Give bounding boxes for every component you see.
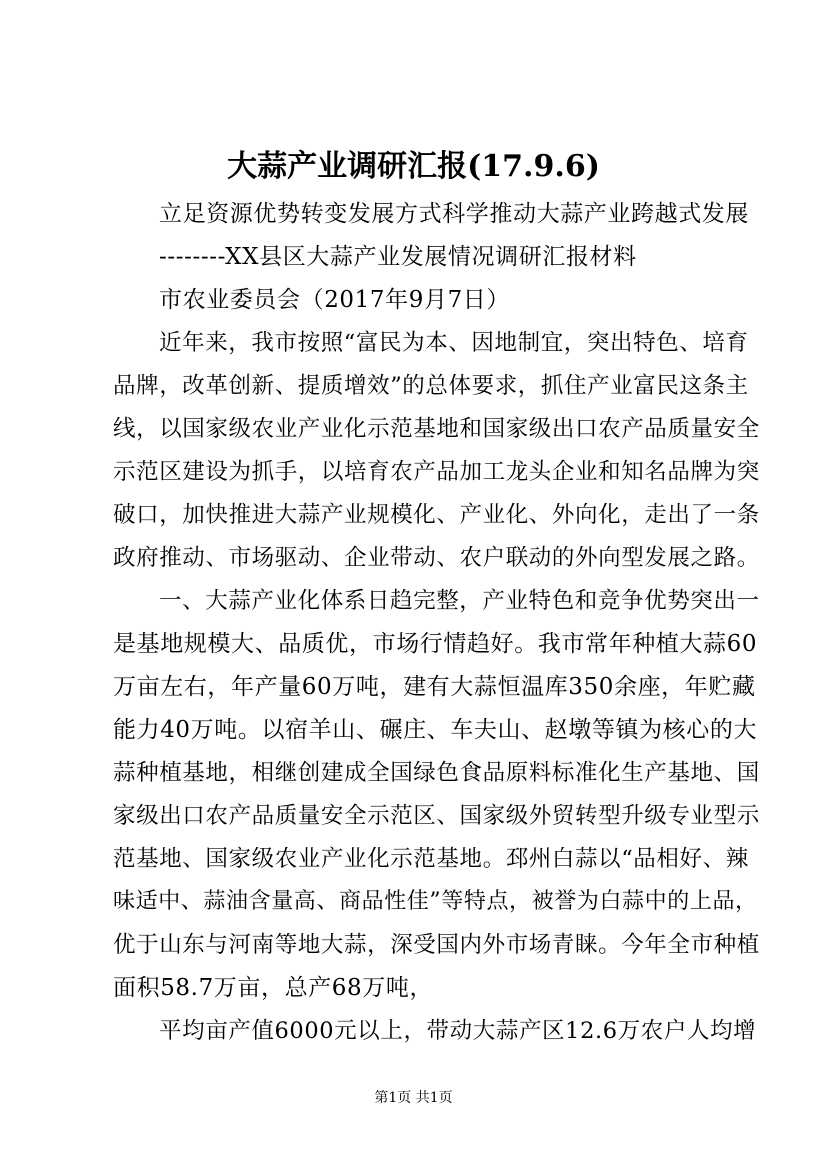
page-footer: 第1页 共1页 [374,1090,453,1106]
paragraph-line: 面积58.7万亩，总产68万吨， [113,975,434,1001]
paragraph-line: 能力40万吨。以宿羊山、碾庄、车夫山、赵墩等镇为核心的大 [113,717,758,743]
paragraph-line: 品牌，改革创新、提质增效”的总体要求，抓住产业富民这条主 [113,373,749,399]
paragraph-line: 家级出口农产品质量安全示范区、国家级外贸转型升级专业型示 [113,803,760,829]
paragraph-line: 线，以国家级农业产业化示范基地和国家级出口农产品质量安全 [113,416,760,442]
paragraph-line: 平均亩产值6000元以上，带动大蒜产区12.6万农户人均增 [159,1018,757,1044]
paragraph-line: 优于山东与河南等地大蒜，深受国内外市场青睐。今年全市种植 [113,932,760,958]
paragraph-line: 近年来，我市按照“富民为本、因地制宜，突出特色、培育 [159,330,749,356]
paragraph-line: 万亩左右，年产量60万吨，建有大蒜恒温库350余座，年贮藏 [113,674,756,700]
paragraph-line: 破口，加快推进大蒜产业规模化、产业化、外向化，走出了一条 [113,502,760,528]
paragraph-line: 味适中、蒜油含量高、商品性佳”等特点，被誉为白蒜中的上品， [113,889,758,914]
paragraph-line: 范基地、国家级农业产业化示范基地。邳州白蒜以“品相好、辣 [113,846,749,872]
paragraph-line: 一、大蒜产业化体系日趋完整，产业特色和竞争优势突出一 [159,588,760,614]
paragraph-line: 是基地规模大、品质优，市场行情趋好。我市常年种植大蒜60 [113,631,758,657]
author-date-line: 市农业委员会（2017年9月7日） [159,287,510,313]
paragraph-line: 示范区建设为抓手，以培育农产品加工龙头企业和知名品牌为突 [113,459,760,485]
paragraph-line: 蒜种植基地，相继创建成全国绿色食品原料标准化生产基地、国 [113,760,760,786]
subtitle-line: 立足资源优势转变发展方式科学推动大蒜产业跨越式发展 [159,201,749,227]
subtitle-line: --------XX县区大蒜产业发展情况调研汇报材料 [159,244,637,270]
document-title: 大蒜产业调研汇报(17.9.6) [227,149,600,184]
paragraph-line: 政府推动、市场驱动、企业带动、农户联动的外向型发展之路。 [113,545,760,571]
